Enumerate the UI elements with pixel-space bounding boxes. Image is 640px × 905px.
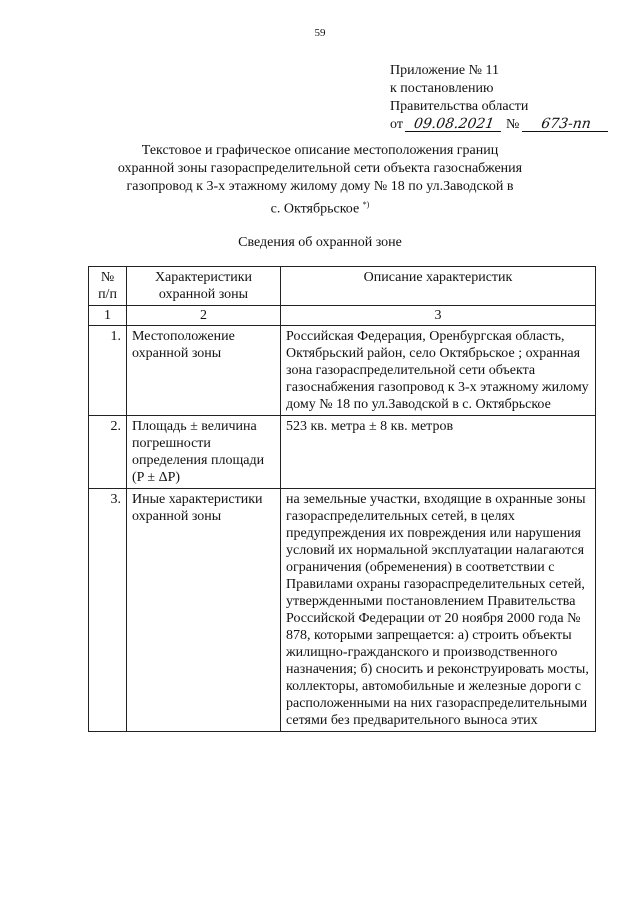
appendix-line-3: Правительства области	[390, 99, 529, 114]
document-title	[110, 142, 530, 219]
footnote-mark: *)	[362, 200, 370, 209]
handwritten-number: 673-пп	[522, 117, 610, 132]
appendix-line-1: Приложение № 11	[390, 63, 499, 78]
index-cell: 1	[89, 306, 127, 326]
appendix-signature-line	[390, 116, 609, 134]
row-characteristic: Иные характеристики охранной зоны	[127, 489, 281, 732]
row-description: 523 кв. метра ± 8 кв. метров	[281, 416, 596, 489]
index-cell: 2	[127, 306, 281, 326]
appendix-line-2: к постановлению	[390, 81, 494, 96]
title-line-4-text: с. Октябрьское	[270, 201, 360, 217]
title-line-3: газопровод к 3-х этажному жилому дому № 18 по ул.Заводской в	[126, 179, 514, 194]
row-number: 1.	[89, 326, 127, 416]
table-header-row	[89, 267, 596, 306]
row-description: Российская Федерация, Оренбургская область, Октябрьский район, село Октябрьское ; охранная зона газораспределительной сети объекта газоснабжения газопровод к 3-х этажному жилому дому № 18 по ул.Заводской в с. Октябрьское	[281, 326, 596, 416]
title-line-2: охранной зоны газораспределительной сети объекта газоснабжения	[117, 161, 523, 176]
table-row	[89, 416, 596, 489]
index-cell: 3	[281, 306, 596, 326]
page-number: 59	[314, 27, 326, 39]
from-label: от	[390, 117, 403, 132]
table-row	[89, 489, 596, 732]
title-line-1: Текстовое и графическое описание местоположения границ	[141, 143, 499, 158]
number-label: №	[505, 117, 520, 132]
appendix-block	[390, 62, 609, 134]
title-line-4	[110, 196, 530, 219]
table-index-row	[89, 306, 596, 326]
row-description: на земельные участки, входящие в охранные зоны газораспределительных сетей, в целях предупреждения их повреждения или нарушения условий их нормальной эксплуатации налагаются ограничения (обременения) в соответствии с Правилами охраны газораспределительных сетей, утвержденными постановлением Правительства Российской Федерации от 20 ноября 2000 года № 878, которыми запрещается: а) строить объекты жилищно-гражданского и производственного назначения; б) сносить и реконструировать мосты, коллекторы, автомобильные и железные дороги с расположенными на них газораспределительными сетями без предварительного выноса этих	[281, 489, 596, 732]
protection-zone-table	[88, 266, 596, 732]
section-title: Сведения об охранной зоне	[238, 235, 402, 250]
table-row	[89, 326, 596, 416]
header-characteristic: Характеристики охранной зоны	[127, 267, 281, 306]
handwritten-date: 09.08.2021	[405, 117, 503, 132]
row-characteristic: Площадь ± величина погрешности определения площади (P ± ΔP)	[127, 416, 281, 489]
row-characteristic: Местоположение охранной зоны	[127, 326, 281, 416]
header-description: Описание характеристик	[281, 267, 596, 306]
row-number: 2.	[89, 416, 127, 489]
row-number: 3.	[89, 489, 127, 732]
header-number: № п/п	[89, 267, 127, 306]
